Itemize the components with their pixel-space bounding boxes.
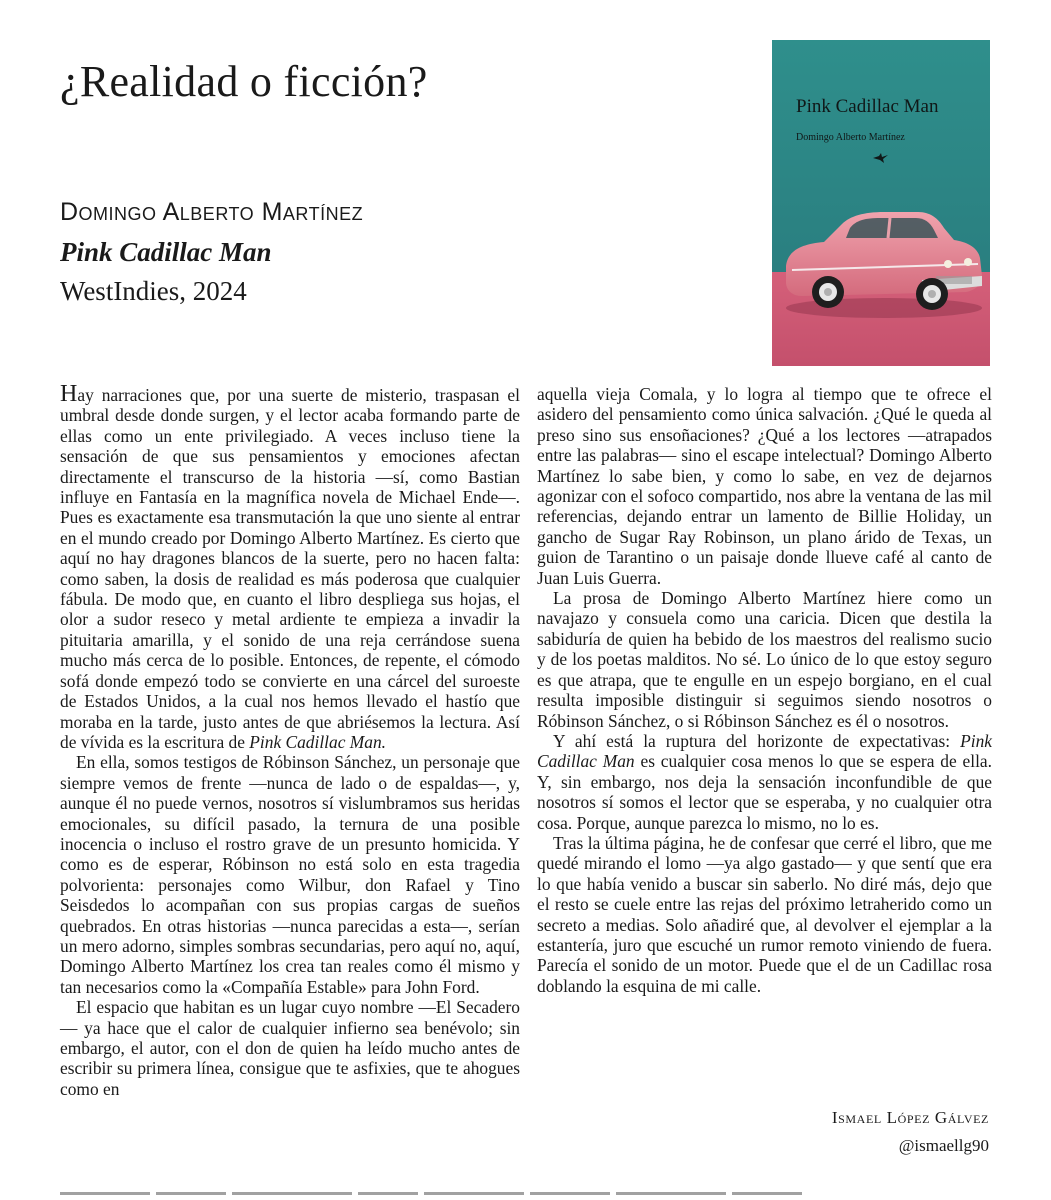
review-signature [832, 1108, 989, 1156]
reviewer-name: Ismael López Gálvez [831, 1108, 989, 1127]
cover-author: Domingo Alberto Martínez [796, 132, 905, 143]
cover-illustration [772, 40, 990, 366]
book-title: Pink Cadillac Man [60, 237, 272, 267]
review-paragraph: aquella vieja Comala, y lo logra al tiempo que te ofrece el asidero del pensamiento como única salvación. ¿Qué le queda al preso sino sus ensoñaciones? ¿Qué a los lectores —atrapados entre las palabras— sino el escape intelectual? Domingo Alberto Martínez lo sabe bien, y como lo sabe, en vez de dejarnos agonizar con el sofoco compartido, nos abre la ventana de las mil referencias, dejando entrar un lamento de Billie Holiday, un gancho de Sugar Ray Robinson, un plano árido de Texas, un guion de Tarantino o un paisaje donde llueve café al canto de Juan Luis Guerra. [537, 384, 992, 588]
reviewer-handle: @ismaellg90 [898, 1136, 989, 1155]
cover-title: Pink Cadillac Man [796, 96, 939, 117]
review-column-right [537, 384, 992, 996]
review-paragraph: Y ahí está la ruptura del horizonte de expectativas: Pink Cadillac Man es cualquier cosa menos lo que se espera de ella. Y, sin embargo, nos deja la sensación inconfundible de que nosotros sí somos el lector que se esperaba, y no cualquier otra cosa. Porque, aunque parezca lo mismo, no lo es. [537, 730, 992, 833]
review-paragraph: Hay narraciones que, por una suerte de misterio, traspasan el umbral desde donde surgen, y el lector acaba formando parte de ellas como un ente privilegiado. A veces incluso tiene la sensación de que sus pensamientos y emociones afectan directamente el transcurso de la historia —sí, como Bastian influye en Fantasía en la magnífica novela de Michael Ende—. Pues es exactamente esa transmutación la que uno siente al entrar en el mundo creado por Domingo Alberto Martínez. Es cierto que aquí no hay dragones blancos de la suerte, pero no hacen falta: como saben, la dosis de realidad es más poderosa que cualquier fábula. De modo que, en cuanto el libro despliega sus hojas, el olor a sudor reseco y metal ardiente te empieza a invadir la pituitaria amarilla, y el sonido de una reja cerrándose suena mucho más cerca de lo posible. Entonces, de repente, el cómodo sofá donde empezó todo se convierte en una cárcel del suroeste de Estados Unidos, a la cual nos hemos llevado el hastío que moraba en la tarde, justo antes de que abriésemos la lectura. Así de vívida es la escritura de Pink Cadillac Man. [60, 381, 520, 752]
page-title: ¿Realidad o ficción? [60, 57, 428, 106]
review-paragraph: Tras la última página, he de confesar que cerré el libro, que me quedé mirando el lomo —ya algo gastado— y que sentí que era lo que había venido a buscar sin saberlo. No diré más, dejo que el resto se cuele entre las rejas del próximo letraherido como un secreto a medias. Solo añadiré que, al devolver el ejemplar a la estantería, juro que escuché un rumor remoto viniendo de fuera. Parecía el sonido de un motor. Puede que el de un Cadillac rosa doblando la esquina de mi calle. [537, 832, 992, 996]
book-author: Domingo Alberto Martínez [60, 198, 364, 226]
review-column-left [60, 381, 520, 1099]
review-paragraph: La prosa de Domingo Alberto Martínez hiere como un navajazo y consuela como una caricia. Dicen que destila la sabiduría de quien ha bebido de los maestros del realismo sucio y de los poetas malditos. No sé. Lo único de lo que estoy seguro es que atrapa, que te engulle en un espejo borgiano, en el cual resulta imposible distinguir si seguimos siendo nosotros o Róbinson Sánchez, o si Róbinson Sánchez es él o nosotros. [537, 588, 992, 731]
cut-off-text-line [60, 1192, 991, 1200]
review-paragraph: El espacio que habitan es un lugar cuyo nombre —El Secadero— ya hace que el calor de cualquier infierno sea benévolo; sin embargo, el autor, con el don de quien ha leído mucho antes de escribir su primera línea, consigue que te asfixies, que te ahogues como en [60, 997, 520, 1099]
book-metadata [60, 198, 363, 307]
bird-logo-icon [872, 152, 890, 164]
book-publisher: WestIndies, 2024 [60, 276, 247, 306]
book-cover [772, 40, 990, 366]
book-title-inline: Pink Cadillac Man [537, 730, 992, 772]
book-title-inline: Pink Cadillac Man. [249, 731, 386, 752]
review-paragraph: En ella, somos testigos de Róbinson Sánchez, un personaje que siempre vemos de frente —nunca de lado o de espaldas—, y, aunque él no puede vernos, nosotros sí vislumbramos sus heridas emocionales, su difícil pasado, la ternura de una posible inocencia o incluso el rostro grave de un presunto homicida. Y como es de esperar, Róbinson no está solo en esta tragedia polvorienta: personajes como Wilbur, don Rafael y Tino Seisdedos lo acompañan con sus propias cargas de sueños quebrados. En otras historias —nunca parecidas a esta—, serían un mero adorno, simples sombras secundarias, pero aquí no, aquí, Domingo Alberto Martínez los crea tan reales como él mismo y tan necesarios como la «Compañía Estable» para John Ford. [60, 752, 520, 997]
drop-cap: H [60, 381, 78, 407]
